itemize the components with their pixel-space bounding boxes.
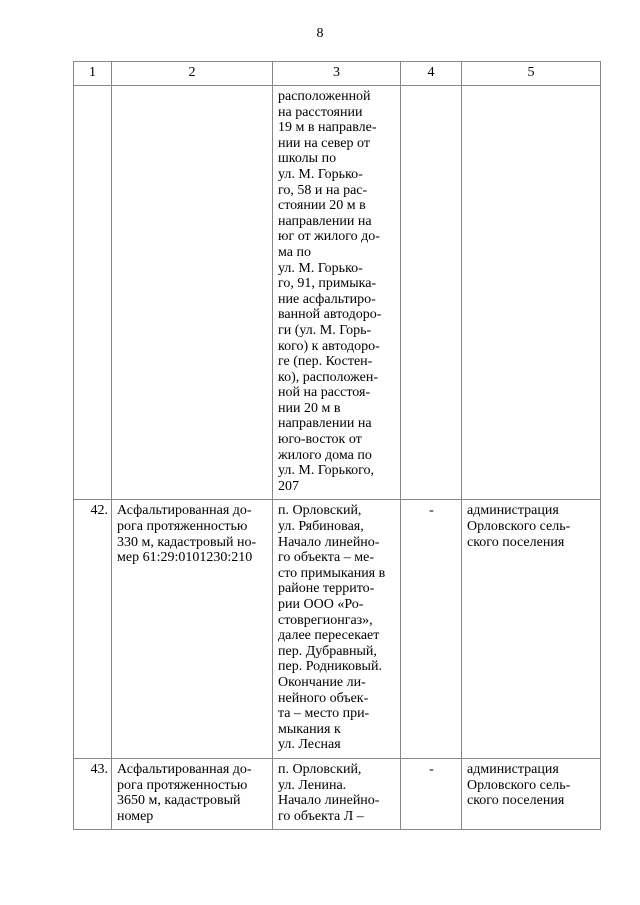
location-line: Начало линейно- (278, 793, 380, 809)
location-line: ул. М. Горько- (278, 166, 363, 182)
location-line: пер. Дубравный, (278, 643, 377, 659)
row-number-cell: 43. (74, 758, 112, 829)
location-line: ма по (278, 244, 311, 260)
location-line: 207 (278, 478, 299, 494)
location-line: го объекта – ме- (278, 550, 374, 566)
location-line: ул. Рябиновая, (278, 519, 364, 535)
location-line: ги (ул. М. Горь- (278, 322, 372, 338)
owner-cell (462, 86, 601, 500)
location-line: Окончание ли- (278, 674, 366, 690)
location-line: нейного объек- (278, 690, 369, 706)
location-line: направлении на (278, 416, 372, 432)
header-cell-3: 3 (273, 62, 401, 86)
location-line: 19 м в направле- (278, 120, 377, 136)
location-line: ко), расположен- (278, 369, 378, 385)
owner-cell (462, 500, 601, 759)
object-name-line: Асфальтированная до- (117, 761, 252, 777)
object-name-line: номер (117, 808, 154, 824)
location-line: рии ООО «Ро- (278, 597, 364, 612)
owner-line: ского поселения (467, 534, 565, 550)
object-name-line: 3650 м, кадастровый (117, 793, 241, 809)
owner-line: администрация (467, 503, 559, 519)
object-name-line: Асфальтированная до- (117, 503, 252, 519)
location-line: го объекта Л – (278, 808, 364, 824)
header-cell-2: 2 (112, 62, 273, 86)
location-line: ул. Ленина. (278, 777, 347, 793)
location-line: сто примыкания в (278, 565, 386, 581)
location-line: нии 20 м в (278, 400, 341, 416)
location-line: ге (пер. Костен- (278, 354, 373, 370)
location-line: стоянии 20 м в (278, 198, 366, 214)
table-row (74, 758, 601, 829)
location-line: юго-восток от (278, 432, 362, 448)
table-row (74, 86, 601, 500)
location-line: стоврегионгаз», (278, 612, 373, 628)
owner-line: Орловского сель- (467, 777, 571, 793)
location-line: ванной автодоро- (278, 307, 382, 323)
table-header-row (74, 62, 601, 86)
owner-cell (462, 758, 601, 829)
location-line: та – место при- (278, 706, 370, 722)
location-line: далее пересекает (278, 628, 380, 644)
location-line: юг от жилого до- (278, 229, 380, 245)
location-line: ул. Лесная (278, 737, 341, 753)
page-number: 8 (316, 26, 324, 41)
location-line: мыкания к (278, 721, 341, 737)
object-name-line: мер 61:29:0101230:210 (117, 550, 253, 566)
row-number-cell (74, 86, 112, 500)
object-name-line: рога протяженностью (117, 519, 248, 535)
location-line: п. Орловский, (278, 503, 362, 519)
object-name-cell (112, 500, 273, 759)
location-line: го, 58 и на рас- (278, 182, 368, 198)
location-cell (273, 500, 401, 759)
location-line: жилого дома по (278, 447, 372, 463)
owner-line: ского поселения (467, 793, 565, 809)
location-line: ул. М. Горького, (278, 463, 375, 479)
object-name-line: рога протяженностью (117, 777, 248, 793)
location-line: районе террито- (278, 581, 375, 597)
column-4-cell: - (401, 758, 462, 829)
owner-line: Орловского сель- (467, 519, 571, 535)
object-name-cell (112, 758, 273, 829)
header-cell-1: 1 (74, 62, 112, 86)
location-line: направлении на (278, 213, 372, 229)
location-line: п. Орловский, (278, 761, 362, 777)
registry-table (73, 61, 601, 830)
location-line: го, 91, примыка- (278, 276, 377, 292)
location-line: на расстоянии (278, 104, 363, 120)
location-line: ние асфальтиро- (278, 291, 376, 307)
location-line: расположенной (278, 89, 371, 104)
header-cell-5: 5 (462, 62, 601, 86)
location-cell (273, 86, 401, 500)
location-cell (273, 758, 401, 829)
table-row (74, 500, 601, 759)
location-line: кого) к автодоро- (278, 338, 380, 354)
owner-line: администрация (467, 761, 559, 777)
location-line: ул. М. Горько- (278, 260, 363, 276)
object-name-cell (112, 86, 273, 500)
column-4-cell: - (401, 500, 462, 759)
location-line: пер. Родниковый. (278, 659, 382, 675)
location-line: школы по (278, 151, 337, 167)
object-name-line: 330 м, кадастровый но- (117, 534, 257, 550)
location-line: нии на север от (278, 135, 370, 151)
location-line: ной на расстоя- (278, 385, 371, 401)
row-number-cell: 42. (74, 500, 112, 759)
column-4-cell (401, 86, 462, 500)
header-cell-4: 4 (401, 62, 462, 86)
location-line: Начало линейно- (278, 534, 380, 550)
